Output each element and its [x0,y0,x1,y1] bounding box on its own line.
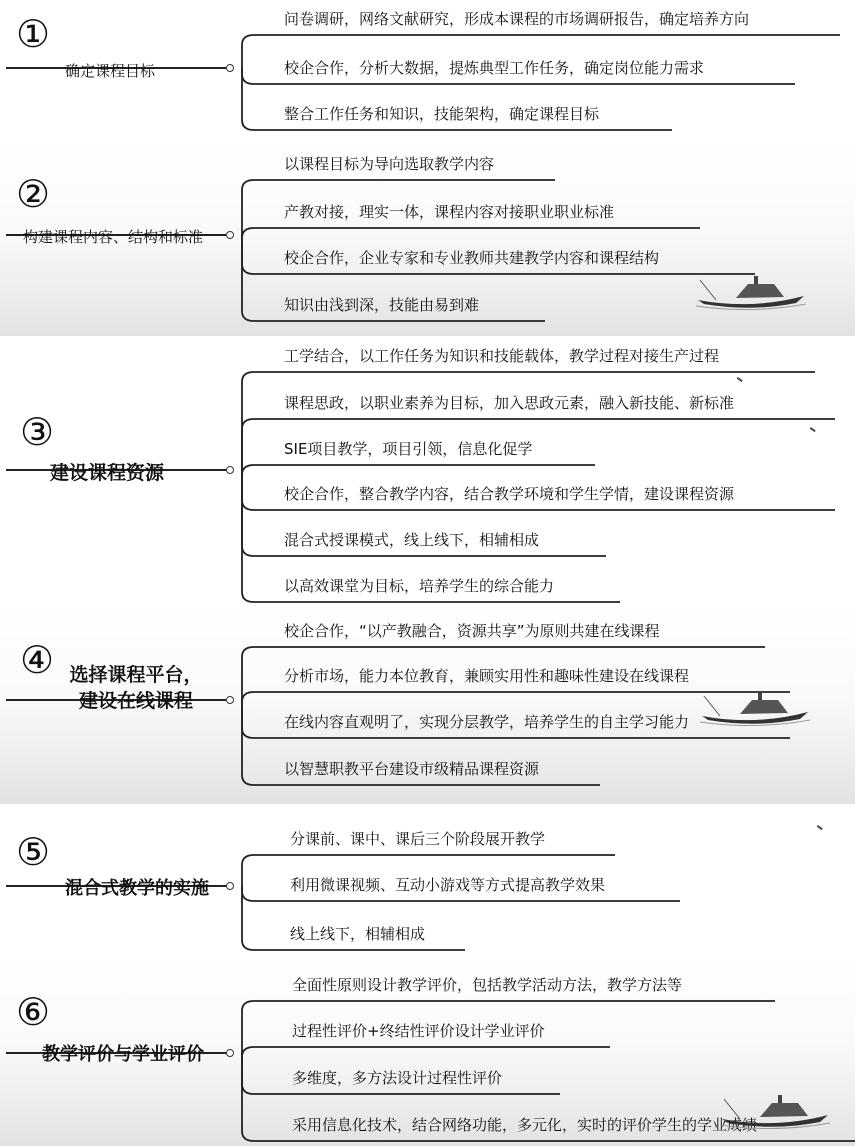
step-number: ③ [20,410,55,454]
section-4 [0,606,855,804]
branch-item: 校企合作，分析大数据，提炼典型工作任务，确定岗位能力需求 [284,59,705,77]
boat-decoration-icon [720,1089,830,1129]
branch-item: 以智慧职教平台建设市级精品课程资源 [284,760,540,778]
step-number: ② [16,172,51,216]
branch-item: 以课程目标为导向选取教学内容 [284,155,495,173]
branch-item: 以高效课堂为目标，培养学生的综合能力 [284,577,555,595]
branch-item: 整合工作任务和知识，技能架构，确定课程目标 [284,105,600,123]
branch-item: 产教对接，理实一体，课程内容对接职业职业标准 [284,203,615,221]
section-1 [0,0,855,140]
step-label [50,460,164,486]
branch-item: 线上线下，相辅相成 [290,925,426,943]
branch-item: 分析市场，能力本位教育，兼顾实用性和趣味性建设在线课程 [284,667,690,685]
step-label [23,224,203,250]
section-5 [0,804,855,954]
collapse-node-icon[interactable] [226,466,234,474]
step-label [42,1042,204,1068]
boat-decoration-icon [700,686,810,726]
step-number: ⑥ [16,990,51,1034]
branch-item: 全面性原则设计教学评价，包括教学活动方法，教学方法等 [292,976,683,994]
step-label-line: 建设在线课程 [79,690,194,712]
branch-item: 采用信息化技术，结合网络功能，多元化，实时的评价学生的学业成绩 [292,1116,758,1134]
section-3 [0,336,855,606]
step-label-line: 混合式教学的实施 [65,878,209,899]
collapse-node-icon[interactable] [226,231,234,239]
step-label-line: 建设课程资源 [50,462,165,484]
branch-item: 工学结合，以工作任务为知识和技能载体，教学过程对接生产过程 [284,347,720,365]
branch-item: 校企合作，企业专家和专业教师共建教学内容和课程结构 [284,249,660,267]
branch-item: 校企合作，“以产教融合，资源共享”为原则共建在线课程 [284,622,660,640]
collapse-node-icon[interactable] [226,64,234,72]
step-label [70,662,203,714]
branch-item: 利用微课视频、互动小游戏等方式提高教学效果 [290,876,606,894]
branch-item: 校企合作，整合教学内容，结合教学环境和学生学情，建设课程资源 [284,485,735,503]
branch-item: 混合式授课模式，线上线下，相辅相成 [284,531,540,549]
collapse-node-icon[interactable] [226,882,234,890]
branch-item: 多维度，多方法设计过程性评价 [292,1069,503,1087]
branch-item: 在线内容直观明了，实现分层教学，培养学生的自主学习能力 [284,713,690,731]
branch-item: 问卷调研，网络文献研究，形成本课程的市场调研报告，确定培养方向 [284,10,750,28]
step-label [65,876,209,902]
branch-item: 课程思政，以职业素养为目标，加入思政元素，融入新技能、新标准 [284,394,735,412]
step-label-line: 确定课程目标 [65,62,156,80]
step-label-line: 构建课程内容、结构和标准 [23,228,204,246]
collapse-node-icon[interactable] [226,696,234,704]
step-number: ④ [20,638,55,682]
branch-item: 过程性评价+终结性评价设计学业评价 [292,1022,545,1040]
branch-line [242,465,595,475]
branch-item: SIE项目教学，项目引领，信息化促学 [284,440,533,458]
section-2 [0,140,855,336]
step-label-line: 教学评价与学业评价 [42,1044,204,1065]
step-number: ⑤ [16,830,51,874]
collapse-node-icon[interactable] [226,1049,234,1057]
boat-decoration-icon [696,270,806,310]
step-number: ① [16,12,51,56]
branch-item: 知识由浅到深，技能由易到难 [284,296,480,314]
step-label-line: 选择课程平台， [69,664,203,686]
branch-line [242,1047,610,1057]
section-6 [0,954,855,1146]
step-label [65,58,155,84]
branch-line [242,228,700,238]
branch-item: 分课前、课中、课后三个阶段展开教学 [290,830,546,848]
